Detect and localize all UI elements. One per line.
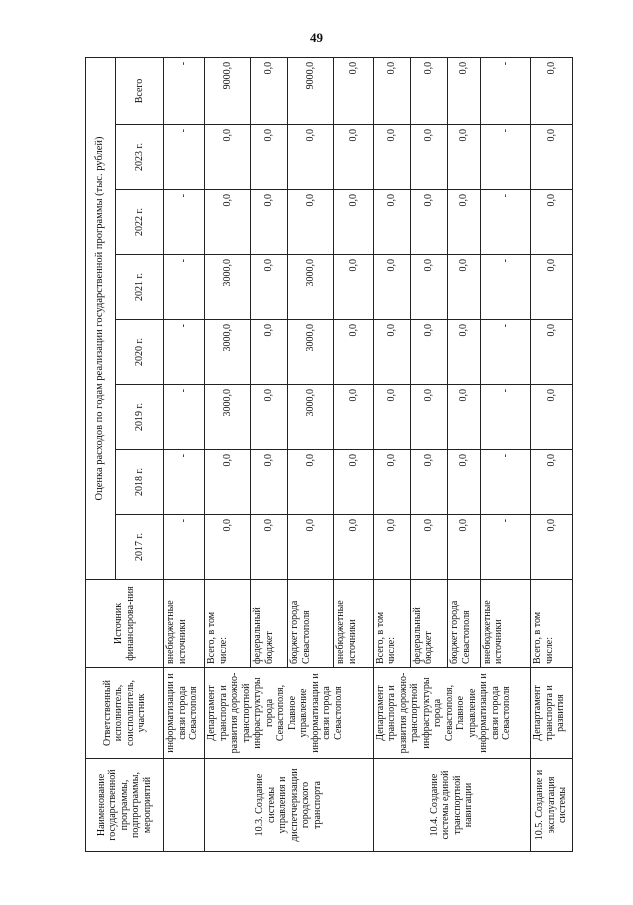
value-cell: 0,0 — [334, 190, 373, 255]
value-cell: - — [480, 450, 530, 515]
value-cell: 3000,0 — [288, 320, 334, 385]
source-cell: федеральный бюджет — [410, 580, 447, 668]
value-cell: 0,0 — [448, 57, 481, 124]
value-cell: 0,0 — [288, 450, 334, 515]
responsible-cell: информатизации и связи города Севастополя — [164, 668, 205, 759]
value-cell: 0,0 — [251, 385, 288, 450]
value-cell: - — [164, 190, 205, 255]
value-cell: 0,0 — [205, 190, 251, 255]
value-cell: - — [480, 320, 530, 385]
value-cell: 0,0 — [448, 385, 481, 450]
value-cell: 0,0 — [410, 385, 447, 450]
value-cell: 0,0 — [531, 190, 573, 255]
header-year: 2021 г. — [116, 255, 164, 320]
value-cell: 0,0 — [288, 125, 334, 190]
value-cell: - — [164, 255, 205, 320]
source-cell: Всего, в том числе: — [531, 580, 573, 668]
value-cell: 0,0 — [531, 320, 573, 385]
source-cell: федеральный бюджет — [251, 580, 288, 668]
value-cell: 0,0 — [334, 255, 373, 320]
value-cell: 0,0 — [531, 255, 573, 320]
source-cell: бюджет города Севастополя — [448, 580, 481, 668]
responsible-cell: Департамент транспорта и развития — [531, 668, 573, 759]
value-cell: - — [480, 57, 530, 124]
value-cell: 0,0 — [410, 190, 447, 255]
value-cell: 0,0 — [373, 385, 410, 450]
value-cell: 0,0 — [410, 125, 447, 190]
header-responsible: Ответственный исполнитель, соисполнитель, участник — [86, 668, 164, 759]
value-cell: 0,0 — [531, 125, 573, 190]
budget-table — [85, 57, 573, 852]
source-cell: внебюджетные источники — [480, 580, 530, 668]
header-year: 2018 г. — [116, 450, 164, 515]
value-cell: 0,0 — [410, 255, 447, 320]
value-cell: 0,0 — [205, 125, 251, 190]
value-cell: - — [164, 385, 205, 450]
value-cell: 0,0 — [531, 57, 573, 124]
header-expenses-group: Оценка расходов по годам реализации государственной программы (тыс. рублей) — [86, 57, 116, 579]
header-name: Наименование государственной программы, подпрограммы, мероприятий — [86, 759, 164, 852]
value-cell: 0,0 — [531, 385, 573, 450]
value-cell: 3000,0 — [288, 255, 334, 320]
page-number: 49 — [310, 30, 323, 45]
value-cell: 9000,0 — [288, 57, 334, 124]
value-cell: 0,0 — [251, 255, 288, 320]
value-cell: 0,0 — [410, 57, 447, 124]
value-cell: 0,0 — [288, 515, 334, 580]
table-row — [531, 57, 573, 851]
value-cell: 3000,0 — [205, 385, 251, 450]
value-cell: 0,0 — [334, 515, 373, 580]
value-cell: 0,0 — [531, 450, 573, 515]
activity-name-cell: 10.4. Создание системы единой транспортной навигации — [373, 759, 531, 852]
value-cell: - — [164, 515, 205, 580]
value-cell: 0,0 — [251, 57, 288, 124]
value-cell: 3000,0 — [288, 385, 334, 450]
value-cell: 0,0 — [531, 515, 573, 580]
value-cell: 0,0 — [251, 450, 288, 515]
value-cell: - — [164, 320, 205, 385]
value-cell: 0,0 — [410, 515, 447, 580]
value-cell: - — [480, 515, 530, 580]
value-cell: 0,0 — [251, 515, 288, 580]
header-source: Источник финансирова-ния — [86, 580, 164, 668]
rotated-table-frame — [85, 58, 573, 852]
value-cell: 0,0 — [334, 385, 373, 450]
name-cell — [164, 759, 205, 852]
value-cell: 3000,0 — [205, 255, 251, 320]
header-year: 2020 г. — [116, 320, 164, 385]
source-cell: внебюджетные источники — [334, 580, 373, 668]
value-cell: 0,0 — [373, 450, 410, 515]
value-cell: 0,0 — [448, 515, 481, 580]
value-cell: - — [480, 125, 530, 190]
table-row — [164, 57, 205, 851]
header-year: 2017 г. — [116, 515, 164, 580]
value-cell: 3000,0 — [205, 320, 251, 385]
header-total: Всего — [116, 57, 164, 124]
value-cell: - — [480, 190, 530, 255]
rotated-table-wrapper — [85, 58, 573, 852]
value-cell: 0,0 — [373, 125, 410, 190]
value-cell: 0,0 — [334, 125, 373, 190]
source-cell: Всего, в том числе: — [205, 580, 251, 668]
value-cell: 0,0 — [448, 190, 481, 255]
header-year: 2022 г. — [116, 190, 164, 255]
header-year: 2019 г. — [116, 385, 164, 450]
table-row — [373, 57, 410, 851]
value-cell: 0,0 — [334, 450, 373, 515]
value-cell: 0,0 — [251, 320, 288, 385]
value-cell: 0,0 — [448, 125, 481, 190]
value-cell: 0,0 — [410, 320, 447, 385]
value-cell: 0,0 — [448, 255, 481, 320]
value-cell: - — [164, 57, 205, 124]
source-cell: Всего, в том числе: — [373, 580, 410, 668]
value-cell: - — [164, 450, 205, 515]
value-cell: 0,0 — [373, 320, 410, 385]
responsible-cell: Департамент транспорта и развития дорожно-транспортной инфраструктуры города Севастополя, Главное управление информатизации и связи города Севастополя — [205, 668, 374, 759]
value-cell: 0,0 — [410, 450, 447, 515]
activity-name-cell: 10.5. Создание и эксплуатация системы — [531, 759, 573, 852]
table-row — [205, 57, 251, 851]
value-cell: - — [480, 255, 530, 320]
header-year: 2023 г. — [116, 125, 164, 190]
value-cell: 0,0 — [251, 190, 288, 255]
value-cell: 0,0 — [373, 57, 410, 124]
value-cell: 0,0 — [448, 450, 481, 515]
value-cell: 0,0 — [373, 515, 410, 580]
value-cell: 0,0 — [205, 515, 251, 580]
value-cell: 0,0 — [288, 190, 334, 255]
value-cell: 0,0 — [251, 125, 288, 190]
value-cell: - — [164, 125, 205, 190]
value-cell: 0,0 — [373, 255, 410, 320]
responsible-cell: Департамент транспорта и развития дорожно-транспортной инфраструктуры города Севастополя, Главное управление информатизации и связи города Севастополя — [373, 668, 531, 759]
value-cell: 0,0 — [334, 320, 373, 385]
value-cell: 9000,0 — [205, 57, 251, 124]
value-cell: 0,0 — [373, 190, 410, 255]
value-cell: 0,0 — [334, 57, 373, 124]
source-cell: внебюджетные источники — [164, 580, 205, 668]
value-cell: - — [480, 385, 530, 450]
value-cell: 0,0 — [448, 320, 481, 385]
source-cell: бюджет города Севастополя — [288, 580, 334, 668]
activity-name-cell: 10.3. Создание системы управления и диспетчеризации городского транспорта — [205, 759, 374, 852]
value-cell: 0,0 — [205, 450, 251, 515]
